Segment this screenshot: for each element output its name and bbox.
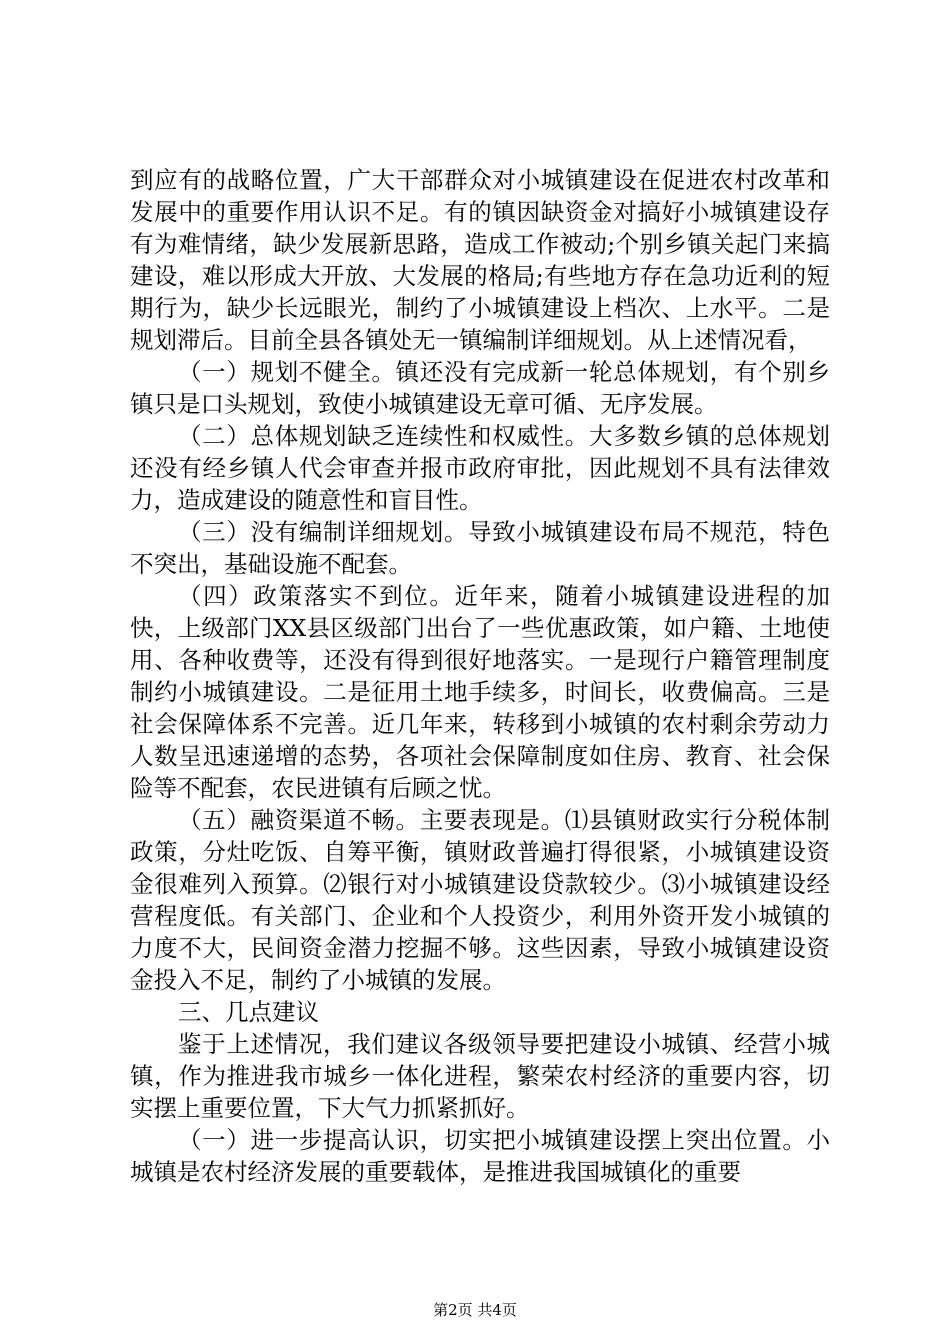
paragraph-1: 到应有的战略位置，广大干部群众对小城镇建设在促进农村改革和发展中的重要作用认识不足。有的镇因缺资金对搞好小城镇建设存有为难情绪，缺少发展新思路，造成工作被动;个别乡镇关起门来搞建设，难以形成大开放、大发展的格局;有些地方存在急功近利的短期行为，缺少长远眼光，制约了小城镇建设上档次、上水平。二是规划滞后。目前全县各镇处无一镇编制详细规划。从上述情况看， bbox=[130, 166, 830, 354]
page-number: 第2页 共4页 bbox=[433, 1301, 517, 1319]
paragraph-6: （五）融资渠道不畅。主要表现是。⑴县镇财政实行分税体制政策，分灶吃饭、自筹平衡，镇财政普遍打得很紧，小城镇建设资金很难列入预算。⑵银行对小城镇建设贷款较少。⑶小城镇建设经营程度低。有关部门、企业和个人投资少，利用外资开发小城镇的力度不大，民间资金潜力挖掘不够。这些因素，导致小城镇建设资金投入不足，制约了小城镇的发展。 bbox=[130, 806, 830, 994]
paragraph-8: 鉴于上述情况，我们建议各级领导要把建设小城镇、经营小城镇，作为推进我市城乡一体化进程，繁荣农村经济的重要内容，切实摆上重要位置，下大气力抓紧抓好。 bbox=[130, 1030, 830, 1122]
section-heading: 三、几点建议 bbox=[178, 998, 319, 1026]
paragraph-4: （三）没有编制详细规划。导致小城镇建设布局不规范，特色不突出，基础设施不配套。 bbox=[130, 518, 830, 578]
paragraph-9: （一）进一步提高认识，切实把小城镇建设摆上突出位置。小城镇是农村经济发展的重要载体，是推进我国城镇化的重要 bbox=[130, 1126, 830, 1186]
document-body bbox=[130, 164, 830, 1188]
paragraph-3: （二）总体规划缺乏连续性和权威性。大多数乡镇的总体规划还没有经乡镇人代会审查并报市政府审批，因此规划不具有法律效力，造成建设的随意性和盲目性。 bbox=[130, 422, 830, 514]
paragraph-5: （四）政策落实不到位。近年来，随着小城镇建设进程的加快，上级部门XX县区级部门出台了一些优惠政策，如户籍、土地使用、各种收费等，还没有得到很好地落实。一是现行户籍管理制度制约小城镇建设。二是征用土地手续多，时间长，收费偏高。三是社会保障体系不完善。近几年来，转移到小城镇的农村剩余劳动力人数呈迅速递增的态势，各项社会保障制度如住房、教育、社会保险等不配套，农民进镇有后顾之忧。 bbox=[130, 582, 830, 802]
paragraph-2: （一）规划不健全。镇还没有完成新一轮总体规划，有个别乡镇只是口头规划，致使小城镇建设无章可循、无序发展。 bbox=[130, 358, 830, 418]
